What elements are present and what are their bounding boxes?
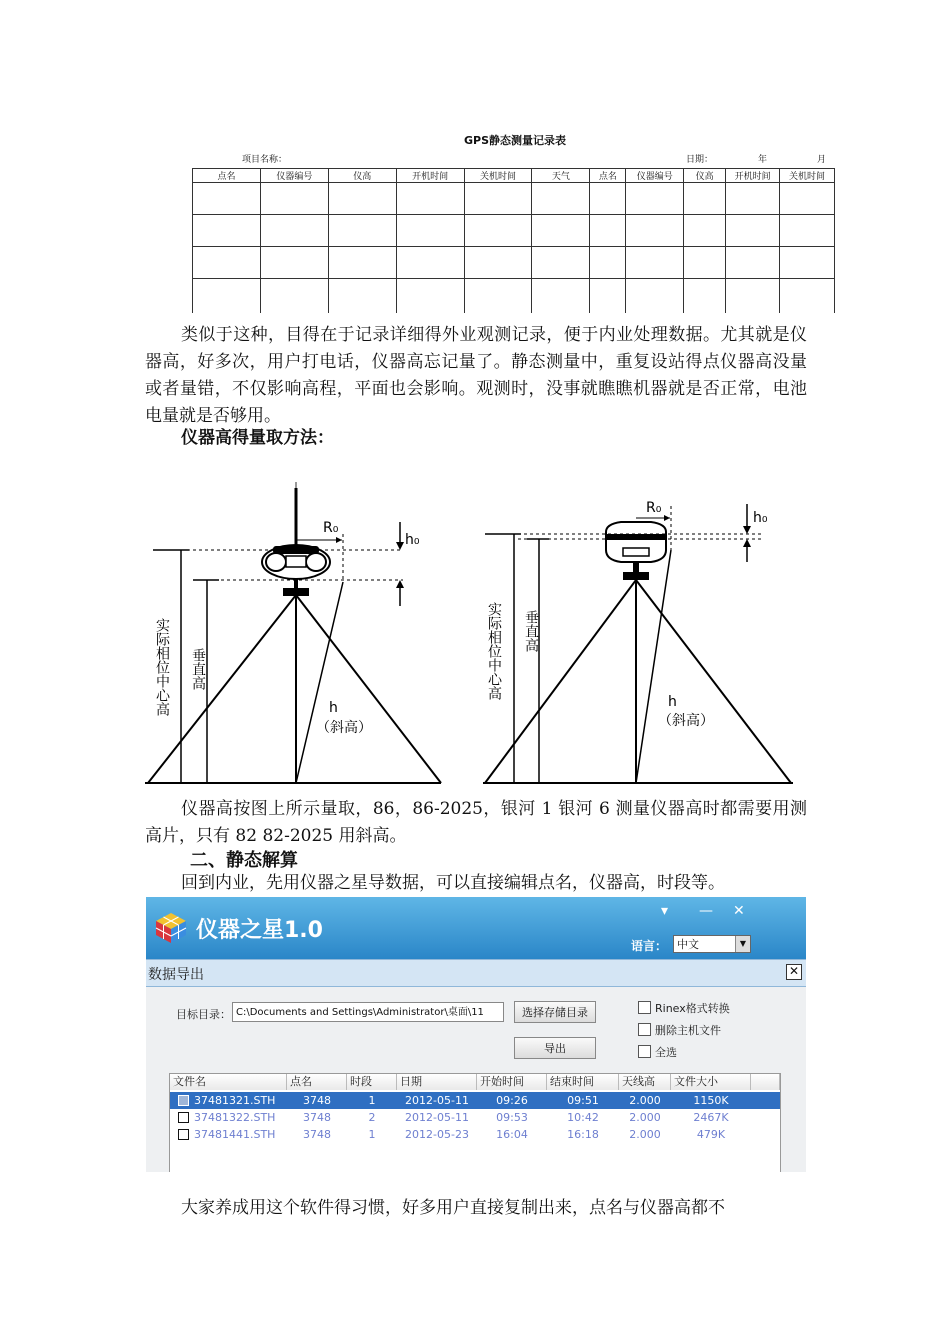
record-table-header: 点名: [193, 169, 261, 183]
app-titlebar: [146, 897, 806, 959]
row-checkbox[interactable]: [178, 1095, 189, 1106]
record-table-header-row: [193, 169, 835, 183]
table-row[interactable]: [170, 1092, 780, 1109]
date-cell: 2012-05-11: [405, 1094, 469, 1107]
table-row: [193, 247, 835, 279]
month-label: 月: [817, 155, 827, 165]
record-table-header: 仪高: [328, 169, 396, 183]
date-cell: 2012-05-23: [405, 1128, 469, 1141]
record-table-header: 仪器编号: [260, 169, 328, 183]
session-cell: 2: [368, 1111, 376, 1124]
table-row: [193, 215, 835, 247]
record-table-header: 关机时间: [780, 169, 835, 183]
table-row: [193, 183, 835, 215]
dialog-close-button[interactable]: ✕: [786, 964, 802, 980]
left-h0-label: h₀: [405, 532, 420, 548]
record-table-title: GPS静态测量记录表: [463, 134, 566, 147]
file-list: [169, 1073, 781, 1172]
language-select[interactable]: [673, 935, 751, 953]
column-header[interactable]: 点名: [287, 1074, 347, 1090]
app-title: 仪器之星1.0: [196, 918, 323, 943]
file-name-cell: 37481322.STH: [194, 1111, 276, 1124]
date-label: 日期：: [686, 155, 714, 165]
session-cell: 1: [368, 1094, 376, 1107]
column-header[interactable]: 文件大小: [671, 1074, 751, 1090]
column-header[interactable]: 日期: [397, 1074, 477, 1090]
subheading-measure-method: 仪器高得量取方法：: [181, 428, 334, 448]
antenna-height-cell: 2.000: [629, 1128, 661, 1141]
record-table-header: 仪高: [684, 169, 726, 183]
delete-host-files-checkbox[interactable]: [638, 1023, 651, 1036]
start-time-cell: 09:53: [496, 1111, 528, 1124]
delete-host-files-label: 删除主机文件: [655, 1024, 721, 1037]
language-value: 中文: [677, 938, 699, 951]
language-label: 语言：: [631, 939, 668, 953]
right-receiver-figure: [483, 500, 793, 783]
record-table-header: 仪器编号: [626, 169, 684, 183]
file-name-cell: 37481321.STH: [194, 1094, 276, 1107]
column-header[interactable]: 结束时间: [547, 1074, 619, 1090]
file-size-cell: 1150K: [693, 1094, 729, 1107]
dropdown-window-icon[interactable]: ▾: [661, 903, 669, 919]
session-cell: 1: [368, 1128, 376, 1141]
record-table-header: 天气: [532, 169, 590, 183]
column-header[interactable]: 文件名: [170, 1074, 287, 1090]
date-cell: 2012-05-11: [405, 1111, 469, 1124]
export-dialog-title: 数据导出: [148, 967, 204, 983]
antenna-height-cell: 2.000: [629, 1094, 661, 1107]
paragraph-height-usage: 仪器高按图上所示量取，86，86-2025，银河 1 银河 6 测量仪器高时都需要用测高片，只有 82 82-2025 用斜高。: [145, 799, 807, 846]
right-vertical-height-label: 垂直高: [523, 610, 539, 652]
paragraph-software-habit: 大家养成用这个软件得习惯，好多用户直接复制出来，点名与仪器高都不: [181, 1198, 725, 1218]
left-vertical-height-label: 垂直高: [190, 648, 206, 690]
left-receiver-figure: [145, 482, 441, 783]
target-dir-label: 目标目录：: [176, 1008, 231, 1021]
right-actual-height-label: 实际相位中心高: [486, 602, 502, 700]
file-size-cell: 479K: [696, 1128, 726, 1141]
year-label: 年: [758, 155, 768, 165]
paragraph-record-purpose: 类似于这种，目得在于记录详细得外业观测记录，便于内业处理数据。尤其就是仪器高，好多次，用户打电话，仪器高忘记量了。静态测量中，重复设站得点仪器高没量或者量错，不仅影响高程，平面也会影响。观测时，没事就瞧瞧机器就是否正常，电池电量就是否够用。: [145, 325, 807, 426]
column-header[interactable]: 时段: [347, 1074, 397, 1090]
minimize-window-icon[interactable]: —: [699, 903, 713, 919]
row-checkbox[interactable]: [178, 1112, 189, 1123]
select-all-checkbox[interactable]: [638, 1045, 651, 1058]
point-name-cell: 3748: [303, 1128, 331, 1141]
export-button[interactable]: 导出: [514, 1037, 596, 1059]
target-dir-input[interactable]: C:\Documents and Settings\Administrator\桌面\11: [232, 1002, 504, 1022]
table-row[interactable]: [170, 1126, 780, 1143]
end-time-cell: 10:42: [567, 1111, 599, 1124]
instrument-height-diagram: [143, 450, 803, 790]
right-r0-label: R₀: [646, 500, 662, 516]
export-dialog-header: [146, 959, 806, 987]
choose-dir-button[interactable]: 选择存储目录: [514, 1001, 596, 1023]
column-header-filler: [751, 1074, 780, 1090]
right-h-label: h: [668, 694, 677, 710]
instrument-height-svg: [143, 450, 803, 790]
record-table-header: 点名: [590, 169, 626, 183]
heading-static-solution: 二、静态解算: [190, 850, 298, 871]
rinex-label: Rinex格式转换: [655, 1002, 730, 1015]
close-window-icon[interactable]: ✕: [733, 903, 745, 919]
antenna-height-cell: 2.000: [629, 1111, 661, 1124]
record-table: [192, 168, 835, 313]
end-time-cell: 16:18: [567, 1128, 599, 1141]
end-time-cell: 09:51: [567, 1094, 599, 1107]
column-header[interactable]: 天线高: [619, 1074, 671, 1090]
file-name-cell: 37481441.STH: [194, 1128, 276, 1141]
left-actual-height-label: 实际相位中心高: [154, 618, 170, 716]
start-time-cell: 16:04: [496, 1128, 528, 1141]
left-h-label: h: [329, 700, 338, 716]
record-table-header: 开机时间: [726, 169, 780, 183]
row-checkbox[interactable]: [178, 1129, 189, 1140]
record-table-header: 开机时间: [396, 169, 464, 183]
instrument-star-window: [146, 897, 806, 1172]
point-name-cell: 3748: [303, 1111, 331, 1124]
record-table-header: 关机时间: [464, 169, 532, 183]
left-slant-label: （斜高）: [316, 720, 372, 736]
point-name-cell: 3748: [303, 1094, 331, 1107]
table-row: [193, 279, 835, 314]
select-all-label: 全选: [655, 1046, 677, 1059]
right-h0-label: h₀: [753, 510, 768, 526]
start-time-cell: 09:26: [496, 1094, 528, 1107]
paragraph-software-intro: 回到内业，先用仪器之星导数据，可以直接编辑点名，仪器高，时段等。: [181, 873, 725, 893]
project-name-label: 项目名称：: [242, 155, 288, 165]
table-row[interactable]: [170, 1109, 780, 1126]
rinex-checkbox[interactable]: [638, 1001, 651, 1014]
record-table-figure: [190, 128, 840, 318]
cube-logo-icon: [154, 911, 188, 945]
file-size-cell: 2467K: [693, 1111, 729, 1124]
left-r0-label: R₀: [323, 520, 339, 536]
chevron-down-icon[interactable]: ▼: [735, 936, 750, 952]
column-header[interactable]: 开始时间: [477, 1074, 547, 1090]
right-slant-label: （斜高）: [658, 713, 714, 729]
